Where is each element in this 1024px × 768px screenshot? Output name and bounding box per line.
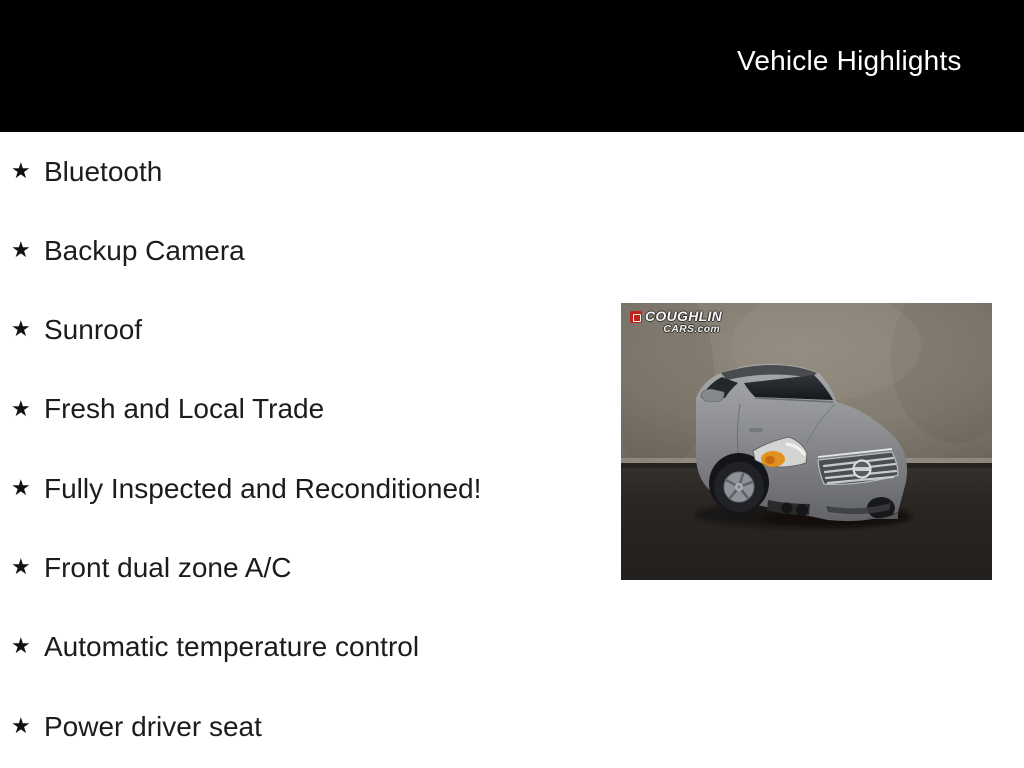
star-bullet-icon: ★	[11, 713, 31, 739]
coughlin-logo-icon	[630, 311, 642, 323]
highlight-text: Front dual zone A/C	[44, 552, 292, 584]
list-item	[10, 211, 610, 290]
list-item	[10, 608, 610, 687]
highlights-list	[10, 132, 610, 766]
list-item	[10, 370, 610, 449]
watermark	[630, 309, 722, 335]
vehicle-photo-art	[621, 303, 992, 580]
page-title: Vehicle Highlights	[737, 45, 962, 76]
list-item	[10, 528, 610, 607]
list-item	[10, 687, 610, 766]
list-item	[10, 132, 610, 211]
list-item	[10, 449, 610, 528]
vehicle-photo	[621, 303, 992, 580]
list-item	[10, 291, 610, 370]
highlight-text: Power driver seat	[44, 710, 262, 742]
star-bullet-icon: ★	[11, 475, 31, 501]
highlight-text: Backup Camera	[44, 234, 245, 266]
star-bullet-icon: ★	[11, 634, 31, 660]
star-bullet-icon: ★	[11, 158, 31, 184]
header-bar	[0, 0, 1024, 132]
star-bullet-icon: ★	[11, 237, 31, 263]
star-bullet-icon: ★	[11, 317, 31, 343]
watermark-brand: COUGHLIN	[645, 308, 723, 324]
star-bullet-icon: ★	[11, 555, 31, 581]
highlight-text: Bluetooth	[44, 155, 163, 187]
highlight-text: Automatic temperature control	[44, 631, 420, 663]
highlight-text: Fresh and Local Trade	[44, 393, 325, 425]
highlight-text: Fully Inspected and Reconditioned!	[44, 472, 482, 504]
watermark-suffix: CARS.com	[663, 323, 721, 335]
star-bullet-icon: ★	[11, 396, 31, 422]
highlight-text: Sunroof	[44, 314, 143, 346]
